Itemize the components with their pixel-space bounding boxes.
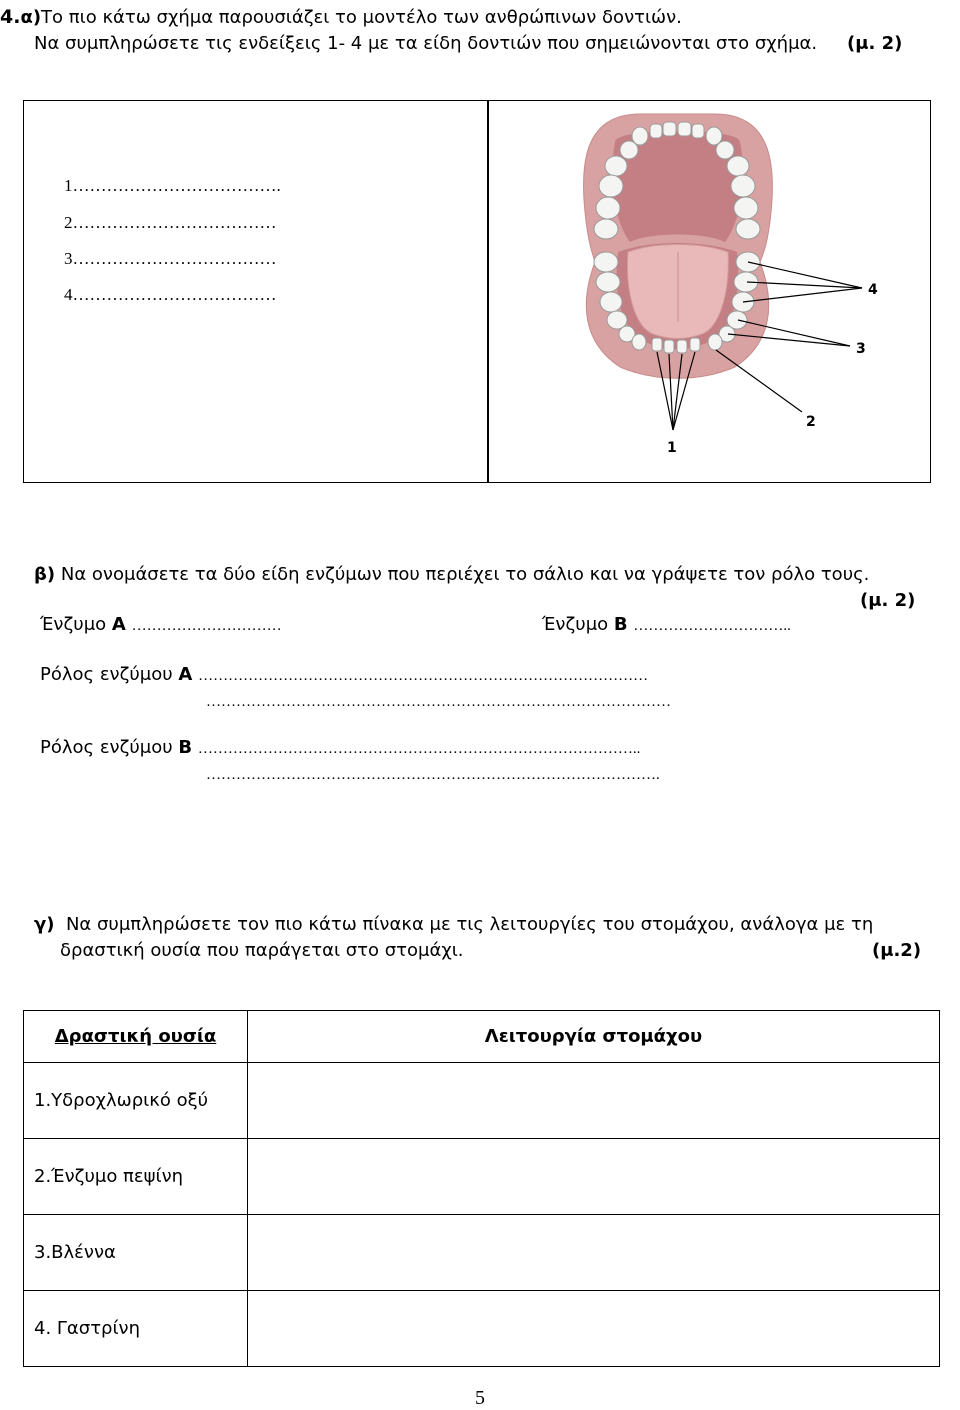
part-c-line2: δραστική ουσία που παράγεται στο στομάχι.	[60, 940, 464, 961]
enzyme-b-row[interactable]: Ένζυμο Β …………………………..	[542, 614, 791, 635]
function-cell[interactable]	[248, 1215, 940, 1291]
blank-4[interactable]: 4………………………………	[64, 285, 277, 304]
substance-cell: 4. Γαστρίνη	[24, 1291, 248, 1367]
substance-cell: 1.Υδροχλωρικό οξύ	[24, 1063, 248, 1139]
part-b-question	[34, 564, 869, 585]
function-cell[interactable]	[248, 1291, 940, 1367]
substance-cell: 2.Ένζυμο πεψίνη	[24, 1139, 248, 1215]
header-function: Λειτουργία στομάχου	[248, 1011, 940, 1063]
header-substance: Δραστική ουσία	[24, 1011, 248, 1063]
table-row	[24, 1291, 940, 1367]
part-b-marks: (μ. 2)	[860, 590, 916, 611]
fig-label-3: 3	[856, 341, 866, 357]
part-c-letter: γ)	[34, 914, 55, 935]
substance-cell: 3.Βλέννα	[24, 1215, 248, 1291]
blank-1[interactable]: 1……………………………….	[64, 176, 281, 195]
part-a-line1: Το πιο κάτω σχήμα παρουσιάζει το μοντέλο των ανθρώπινων δοντιών.	[41, 7, 682, 28]
figure-divider	[487, 100, 489, 483]
table-row	[24, 1139, 940, 1215]
part-a-letter: α)	[20, 7, 42, 28]
table-row	[24, 1063, 940, 1139]
function-cell[interactable]	[248, 1139, 940, 1215]
part-c-marks: (μ.2)	[872, 940, 922, 961]
role-b-row[interactable]: Ρόλος ενζύμου Β ……………………………………………………………………………..	[40, 737, 641, 758]
table-row	[24, 1215, 940, 1291]
role-a-row[interactable]: Ρόλος ενζύμου Α ………………………………………………………………………………	[40, 664, 649, 685]
question-number: 4.	[0, 6, 21, 28]
role-b-line2[interactable]: ……………………………………………………………………………….	[206, 767, 660, 783]
role-a-line2[interactable]: …………………………………………………………………………………	[206, 694, 671, 710]
fig-label-1: 1	[667, 440, 677, 456]
function-cell[interactable]	[248, 1063, 940, 1139]
table-header-row	[24, 1011, 940, 1063]
question-4-header	[0, 6, 682, 28]
teeth-diagram	[490, 102, 928, 480]
stomach-function-table	[23, 1010, 940, 1367]
page-number: 5	[475, 1387, 485, 1409]
blank-2[interactable]: 2………………………………	[64, 213, 277, 232]
part-b-text: Να ονομάσετε τα δύο είδη ενζύμων που περιέχει το σάλιο και να γράψετε τον ρόλο τους.	[60, 564, 870, 585]
part-b-letter: β)	[34, 564, 56, 585]
fig-label-2: 2	[806, 414, 816, 430]
fig-label-4: 4	[868, 282, 878, 298]
enzyme-a-row[interactable]: Ένζυμο Α …………………………	[40, 614, 282, 635]
part-a-marks: (μ. 2)	[847, 33, 903, 54]
part-a-line2: Να συμπληρώσετε τις ενδείξεις 1- 4 με τα είδη δοντιών που σημειώνονται στο σχήμα.	[34, 33, 818, 54]
part-c-line1: γ) Να συμπληρώσετε τον πιο κάτω πίνακα με τις λειτουργίες του στομάχου, ανάλογα με τη	[34, 914, 874, 935]
blank-3[interactable]: 3………………………………	[64, 249, 277, 268]
